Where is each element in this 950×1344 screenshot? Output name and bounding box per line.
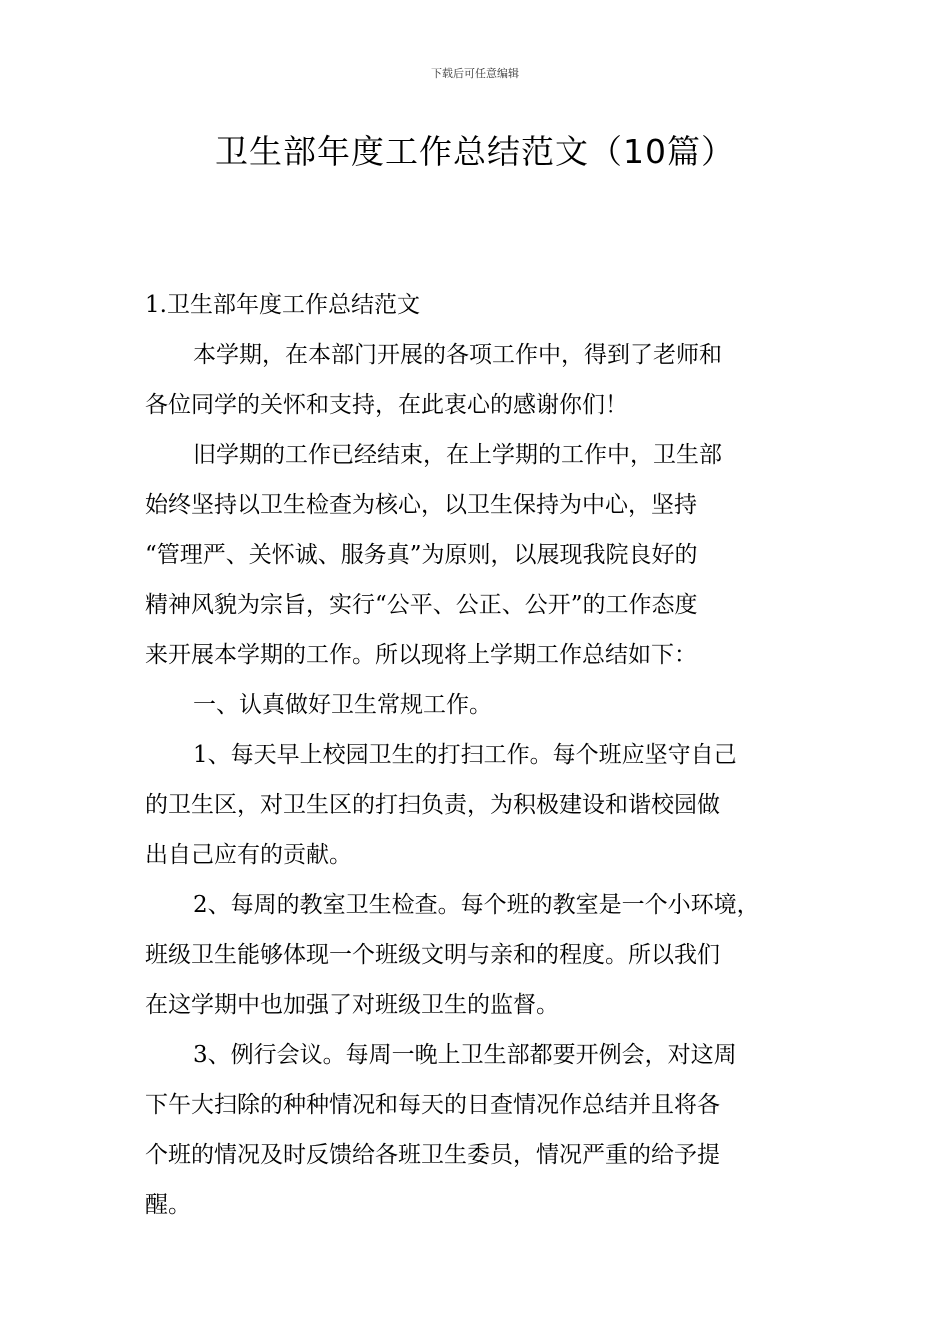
paragraph-4 [145, 730, 825, 880]
paragraph-line: 下午大扫除的种种情况和每天的日查情况作总结并且将各 [145, 1092, 720, 1118]
paragraph-line: 本学期，在本部门开展的各项工作中，得到了老师和 [193, 342, 722, 368]
paragraph-line: 2、每周的教室卫生检查。每个班的教室是一个小环境， [193, 892, 760, 918]
paragraph-line: 各位同学的关怀和支持，在此衷心的感谢你们！ [145, 392, 628, 418]
paragraph-line: 醒。 [145, 1192, 191, 1218]
paragraph-line: 来开展本学期的工作。所以现将上学期工作总结如下： [145, 642, 697, 668]
paragraph-line: 出自己应有的贡献。 [145, 842, 352, 868]
paragraph-line: 精神风貌为宗旨，实行“公平、公正、公开”的工作态度 [145, 592, 698, 618]
paragraph-line: 一、认真做好卫生常规工作。 [193, 692, 492, 718]
document-body [145, 280, 825, 1230]
paragraph-line: “管理严、关怀诚、服务真”为原则，以展现我院良好的 [145, 542, 698, 568]
document-title: 卫生部年度工作总结范文（10篇） [215, 132, 735, 171]
header-note: 下载后可任意编辑 [431, 67, 519, 80]
paragraph-2 [145, 430, 825, 680]
paragraph-3 [145, 680, 825, 730]
paragraph-line: 旧学期的工作已经结束，在上学期的工作中，卫生部 [193, 442, 722, 468]
paragraph-6 [145, 1030, 825, 1230]
paragraph-line: 始终坚持以卫生检查为核心，以卫生保持为中心，坚持 [145, 492, 697, 518]
paragraph-line: 在这学期中也加强了对班级卫生的监督。 [145, 992, 559, 1018]
paragraph-line: 班级卫生能够体现一个班级文明与亲和的程度。所以我们 [145, 942, 720, 968]
paragraph-line: 的卫生区，对卫生区的打扫负责，为积极建设和谐校园做 [145, 792, 720, 818]
paragraph-line: 1、每天早上校园卫生的打扫工作。每个班应坚守自己 [193, 742, 737, 768]
paragraph-5 [145, 880, 825, 1030]
section-heading: 1.卫生部年度工作总结范文 [145, 292, 420, 318]
paragraph-line: 3、例行会议。每周一晚上卫生部都要开例会，对这周 [193, 1042, 737, 1068]
paragraph-1 [145, 330, 825, 430]
paragraph-line: 个班的情况及时反馈给各班卫生委员，情况严重的给予提 [145, 1142, 720, 1168]
